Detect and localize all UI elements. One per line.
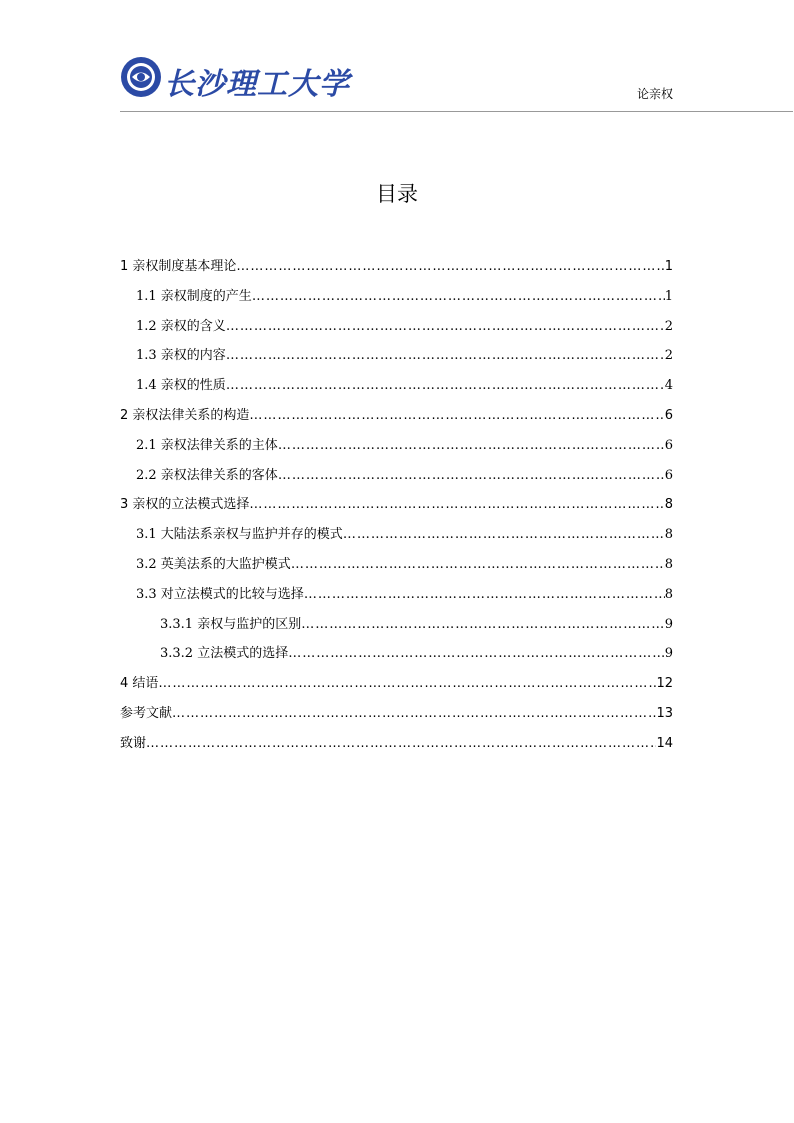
page-header — [120, 56, 673, 112]
toc-entry-page: 12 — [656, 676, 673, 692]
toc-entry-label: 3.3 对立法模式的比较与选择 — [136, 586, 304, 602]
toc-leader-dots — [249, 497, 664, 512]
toc-leader-dots — [226, 378, 665, 393]
toc-leader-dots — [278, 468, 665, 483]
toc-entry[interactable] — [120, 434, 673, 464]
toc-entry-page: 6 — [664, 407, 673, 423]
toc-entry-page: 1 — [664, 259, 673, 274]
toc-leader-dots — [236, 259, 664, 274]
toc-leader-dots — [304, 587, 665, 602]
toc-entry-label: 3.3.2 立法模式的选择 — [160, 646, 289, 662]
toc-entry[interactable] — [120, 344, 673, 374]
toc-entry-label: 2 亲权法律关系的构造 — [120, 407, 250, 423]
header-title: 论亲权 — [636, 87, 673, 101]
toc-entry-page: 2 — [664, 318, 673, 334]
page-title: 目录 — [376, 182, 418, 206]
toc-leader-dots — [158, 676, 656, 691]
toc-entry[interactable] — [120, 642, 673, 672]
toc-entry-page: 13 — [656, 705, 673, 721]
toc-entry-label: 2.1 亲权法律关系的主体 — [136, 437, 278, 453]
toc-entry-page: 6 — [664, 467, 673, 483]
toc-leader-dots — [226, 348, 665, 363]
table-of-contents — [120, 255, 673, 762]
toc-entry[interactable] — [120, 315, 673, 345]
toc-entry-page: 1 — [664, 288, 673, 304]
toc-entry[interactable] — [120, 702, 673, 732]
toc-leader-dots — [278, 438, 665, 453]
toc-entry[interactable] — [120, 732, 673, 762]
toc-entry[interactable] — [120, 613, 673, 643]
toc-leader-dots — [252, 289, 665, 304]
toc-entry-page: 8 — [664, 497, 673, 513]
toc-entry-label: 2.2 亲权法律关系的客体 — [136, 467, 278, 483]
toc-entry[interactable] — [120, 583, 673, 613]
toc-entry[interactable] — [120, 374, 673, 404]
toc-entry-label: 1.4 亲权的性质 — [136, 378, 226, 394]
toc-entry-label: 4 结语 — [120, 676, 159, 692]
toc-entry-label: 致谢 — [120, 735, 147, 751]
toc-leader-dots — [226, 319, 665, 334]
toc-entry[interactable] — [120, 553, 673, 583]
toc-leader-dots — [249, 408, 664, 423]
toc-entry[interactable] — [120, 493, 673, 523]
toc-entry-page: 8 — [664, 556, 673, 572]
toc-entry[interactable] — [120, 285, 673, 315]
toc-entry-page: 2 — [664, 348, 673, 364]
toc-entry-label: 1 亲权制度基本理论 — [120, 259, 237, 274]
toc-entry-label: 1.3 亲权的内容 — [136, 348, 226, 364]
toc-entry-page: 6 — [664, 437, 673, 453]
header-divider — [120, 111, 793, 112]
toc-leader-dots — [146, 736, 656, 751]
toc-entry-label: 3 亲权的立法模式选择 — [120, 497, 250, 513]
toc-leader-dots — [301, 617, 665, 632]
toc-entry-page: 9 — [664, 616, 673, 632]
toc-entry-label: 1.1 亲权制度的产生 — [136, 288, 252, 304]
toc-entry[interactable] — [120, 464, 673, 494]
toc-entry-page: 8 — [664, 527, 673, 543]
toc-entry[interactable] — [120, 255, 673, 285]
toc-leader-dots — [288, 646, 665, 661]
toc-entry-label: 3.3.1 亲权与监护的区别 — [160, 616, 302, 632]
toc-entry-page: 9 — [664, 646, 673, 662]
toc-entry-label: 1.2 亲权的含义 — [136, 318, 226, 334]
toc-entry-page: 8 — [664, 586, 673, 602]
toc-entry[interactable] — [120, 672, 673, 702]
toc-entry-label: 3.2 英美法系的大监护模式 — [136, 556, 291, 572]
toc-entry[interactable] — [120, 404, 673, 434]
toc-entry[interactable] — [120, 523, 673, 553]
toc-entry-label: 参考文献 — [120, 705, 173, 721]
toc-entry-page: 4 — [664, 378, 673, 394]
university-logo-icon — [120, 56, 162, 98]
toc-entry-page: 14 — [656, 735, 673, 751]
toc-leader-dots — [343, 527, 665, 542]
university-name: 长沙理工大学 — [164, 67, 350, 102]
toc-leader-dots — [291, 557, 665, 572]
toc-leader-dots — [172, 706, 656, 721]
toc-entry-label: 3.1 大陆法系亲权与监护并存的模式 — [136, 527, 343, 543]
